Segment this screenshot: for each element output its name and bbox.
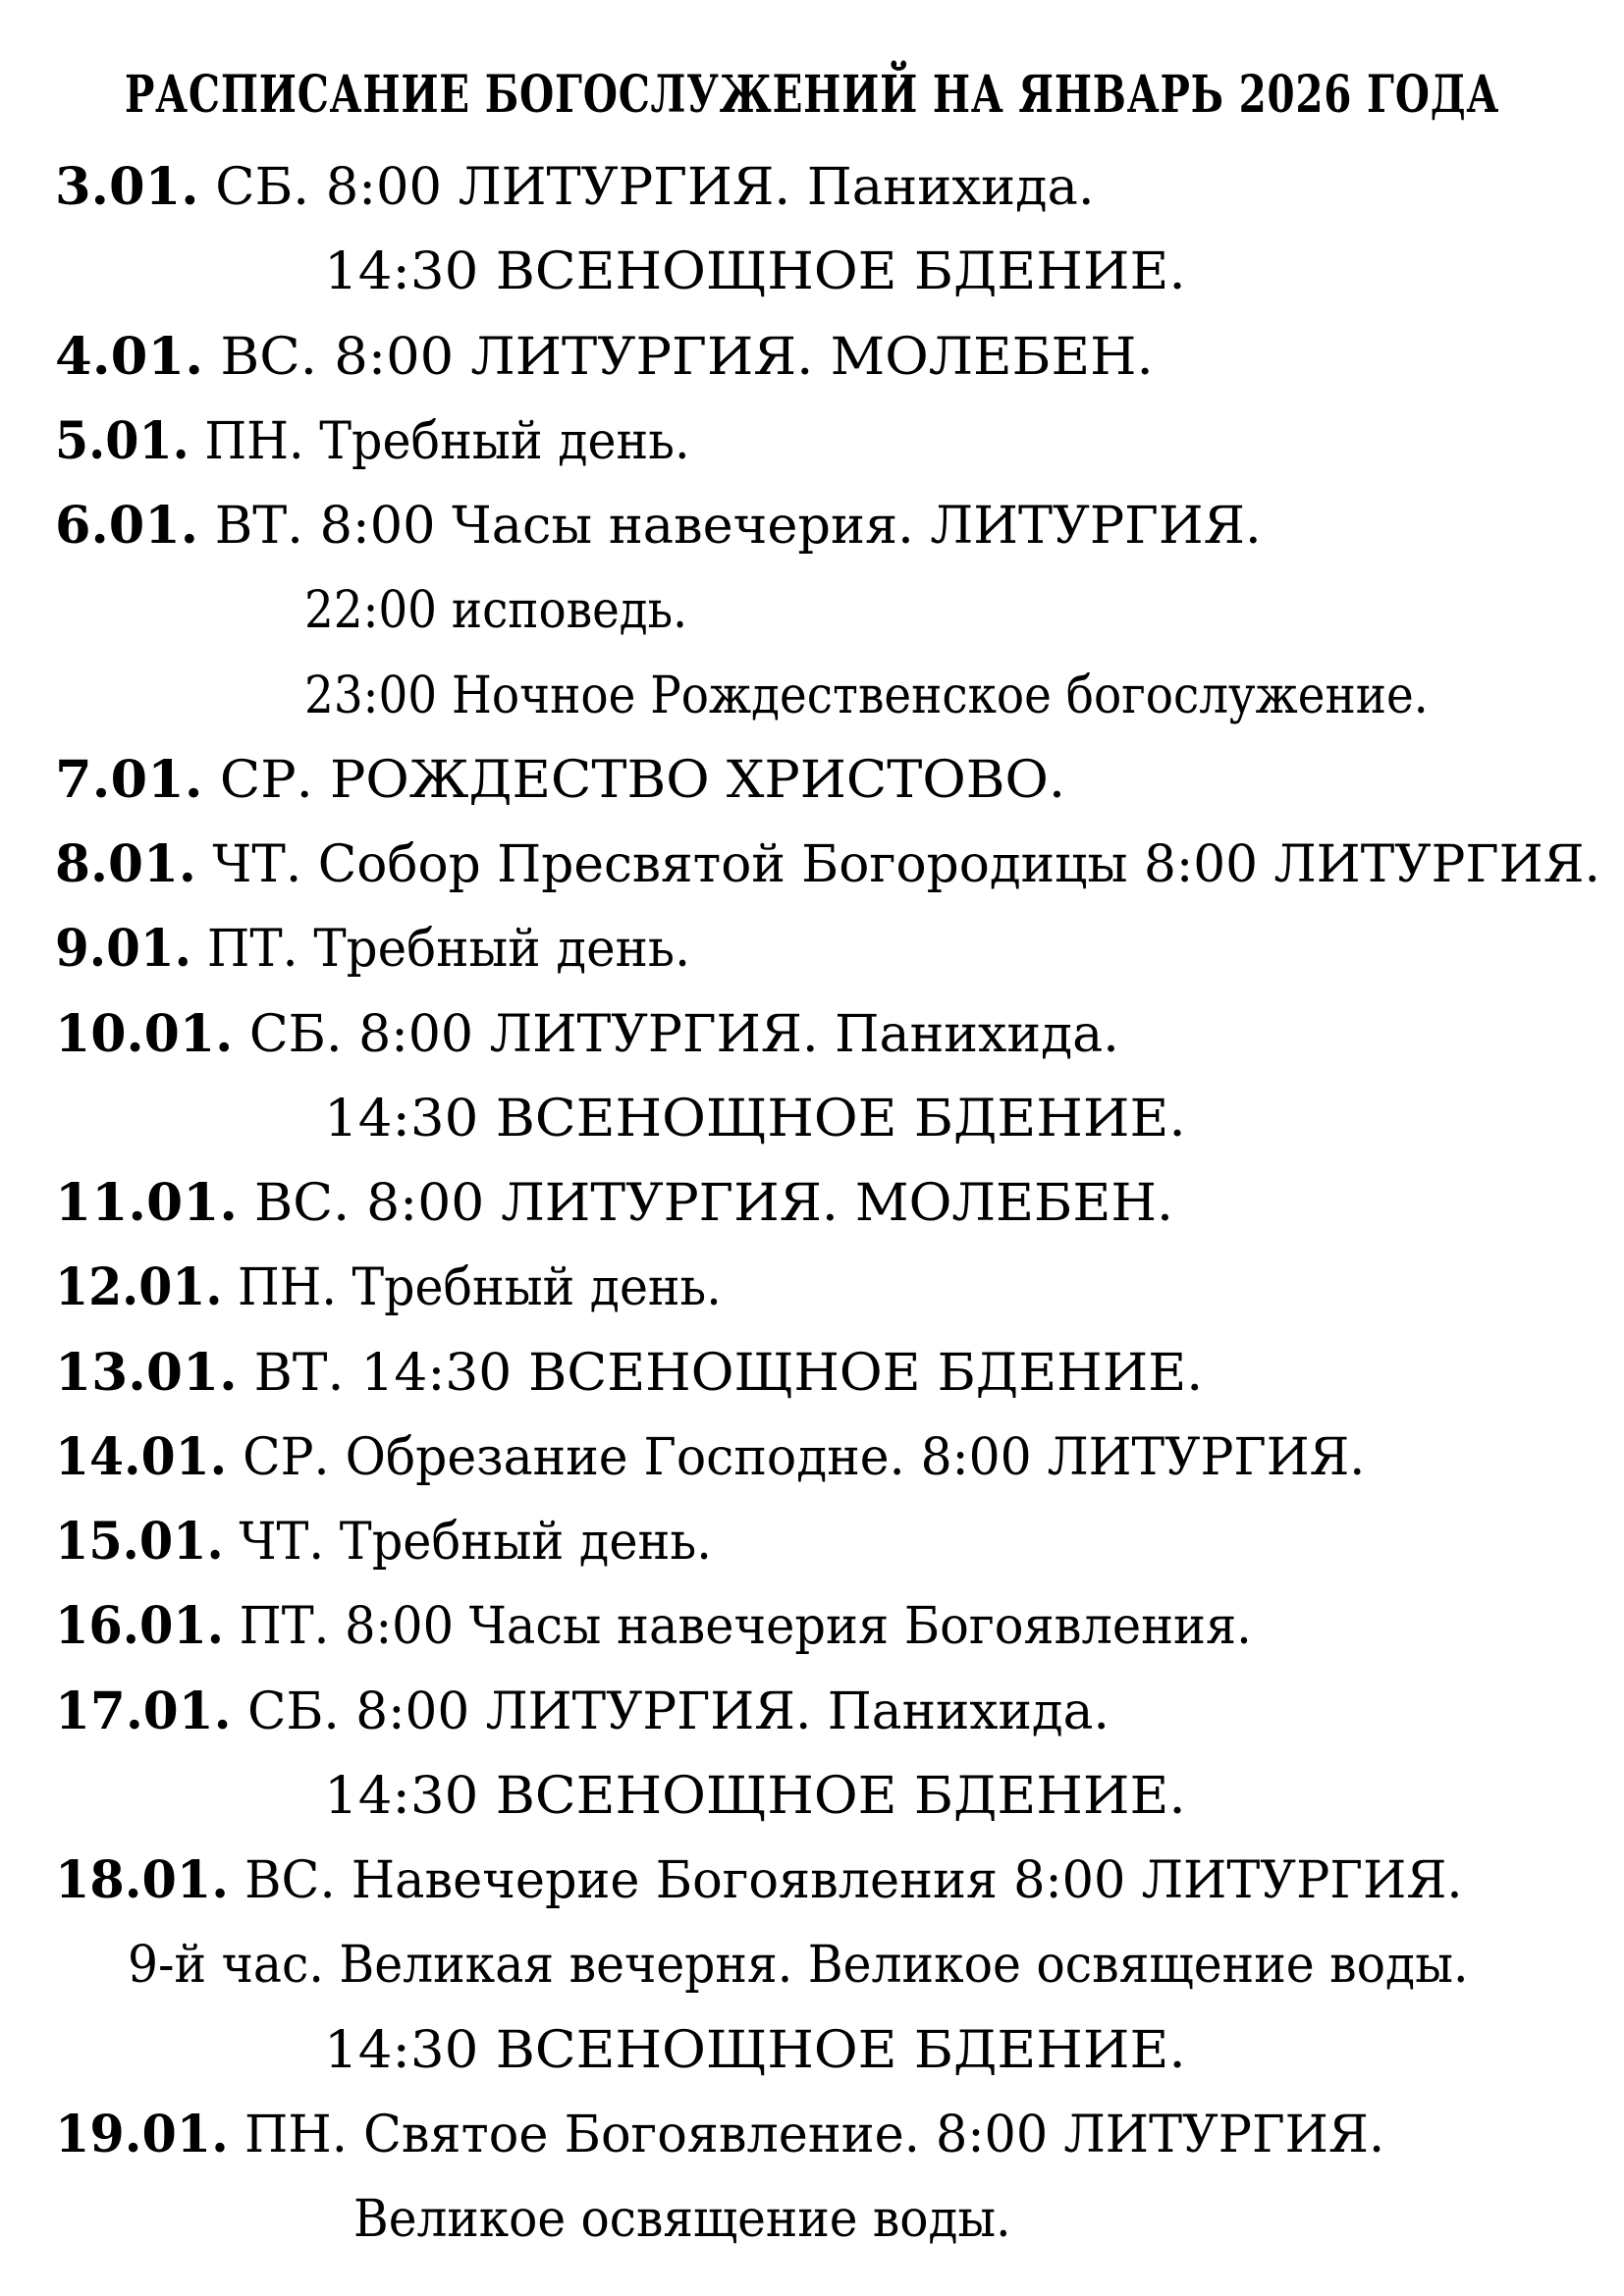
schedule-line [55, 145, 1095, 230]
schedule-line [324, 1077, 1186, 1161]
line-text: 23:00 Ночное Рождественское богослужение. [304, 666, 1429, 725]
schedule-line [55, 1500, 712, 1584]
line-date: 4.01. [55, 326, 204, 387]
line-day: ПТ. [239, 1597, 330, 1657]
line-day: ЧТ. [212, 835, 302, 894]
line-text: 8:00 ЛИТУРГИЯ. Панихида. [355, 1682, 1110, 1741]
schedule-line [55, 1415, 1365, 1500]
line-day: ВТ. [214, 497, 303, 556]
line-date: 3.01. [55, 157, 199, 217]
schedule-line [55, 1839, 1463, 1923]
line-text: Великое освящение воды. [353, 2190, 1011, 2249]
schedule-line [128, 1923, 1468, 2007]
line-text: 14:30 ВСЕНОЩНОЕ БДЕНИЕ. [360, 1343, 1204, 1403]
line-day: ПН. [244, 2105, 348, 2164]
schedule-line [55, 1670, 1110, 1754]
schedule-line [55, 1584, 1252, 1669]
schedule-line [55, 2093, 1384, 2177]
line-text: 14:30 ВСЕНОЩНОЕ БДЕНИЕ. [324, 242, 1186, 302]
line-date: 17.01. [55, 1681, 232, 1741]
line-day: СБ. [248, 1004, 343, 1064]
line-date: 14.01. [55, 1426, 228, 1487]
line-day: ВТ. [253, 1343, 345, 1403]
schedule-line [55, 823, 1600, 907]
line-text: Святое Богоявление. 8:00 ЛИТУРГИЯ. [363, 2105, 1385, 2164]
line-date: 7.01. [55, 749, 203, 810]
line-text: РОЖДЕСТВО ХРИСТОВО. [330, 750, 1066, 810]
line-day: СР. [219, 750, 313, 810]
page-title: РАСПИСАНИЕ БОГОСЛУЖЕНИЙ НА ЯНВАРЬ 2026 ГОДА [125, 65, 1500, 125]
line-text: Требный день. [319, 411, 690, 471]
line-text: 14:30 ВСЕНОЩНОЕ БДЕНИЕ. [324, 2020, 1186, 2080]
line-text: 8:00 Часы навечерия. ЛИТУРГИЯ. [319, 497, 1262, 556]
schedule-line [55, 400, 690, 484]
line-text: 8:00 ЛИТУРГИЯ. Панихида. [325, 158, 1095, 217]
line-text: 14:30 ВСЕНОЩНОЕ БДЕНИЕ. [324, 1089, 1186, 1148]
line-text: 8:00 ЛИТУРГИЯ. Панихида. [358, 1004, 1119, 1064]
line-day: ЧТ. [239, 1513, 325, 1572]
line-text: Навечерие Богоявления 8:00 ЛИТУРГИЯ. [351, 1851, 1463, 1910]
line-day: ПН. [204, 411, 304, 471]
schedule-line [55, 1246, 722, 1330]
schedule-line [55, 484, 1262, 568]
schedule-line [324, 2008, 1186, 2093]
line-text: Собор Пресвятой Богородицы 8:00 ЛИТУРГИЯ. [317, 835, 1600, 894]
line-text: Требный день. [352, 1258, 722, 1318]
line-date: 15.01. [55, 1512, 224, 1572]
line-date: 11.01. [55, 1173, 239, 1233]
schedule-line [353, 2177, 1011, 2262]
line-day: СБ. [215, 158, 310, 217]
line-date: 10.01. [55, 1003, 234, 1064]
line-text: 8:00 ЛИТУРГИЯ. МОЛЕБЕН. [334, 327, 1154, 387]
schedule-line [324, 230, 1186, 314]
line-date: 13.01. [55, 1342, 238, 1403]
line-day: ВС. [244, 1851, 336, 1910]
line-day: СБ. [247, 1682, 340, 1741]
line-text: 8:00 ЛИТУРГИЯ. МОЛЕБЕН. [366, 1174, 1173, 1233]
schedule-line [55, 1161, 1173, 1246]
schedule-line [55, 1331, 1203, 1415]
schedule-line [324, 1754, 1186, 1839]
schedule-line [55, 315, 1154, 400]
line-date: 6.01. [55, 496, 199, 556]
schedule-line [304, 568, 687, 653]
schedule-line [304, 654, 1429, 738]
line-date: 18.01. [55, 1850, 229, 1910]
line-text: Требный день. [313, 920, 690, 980]
line-text: 8:00 Часы навечерия Богоявления. [345, 1597, 1252, 1657]
schedule-line [55, 992, 1119, 1077]
line-day: ПТ. [206, 920, 298, 980]
line-date: 5.01. [55, 410, 189, 471]
line-day: ВС. [220, 327, 318, 387]
line-date: 19.01. [55, 2104, 229, 2164]
line-text: 14:30 ВСЕНОЩНОЕ БДЕНИЕ. [324, 1766, 1186, 1826]
line-text: Обрезание Господне. 8:00 ЛИТУРГИЯ. [345, 1427, 1366, 1487]
line-day: СР. [243, 1427, 330, 1487]
schedule-line [55, 738, 1065, 823]
line-date: 12.01. [55, 1257, 223, 1318]
line-day: ВС. [253, 1174, 351, 1233]
line-text: Требный день. [339, 1513, 712, 1572]
line-date: 9.01. [55, 919, 191, 980]
line-date: 16.01. [55, 1596, 224, 1657]
line-text: 22:00 исповедь. [304, 581, 688, 641]
line-date: 8.01. [55, 834, 196, 894]
schedule-line [55, 907, 690, 991]
line-day: ПН. [237, 1258, 337, 1318]
line-text: 9-й час. Великая вечерня. Великое освящение воды. [128, 1936, 1469, 1996]
